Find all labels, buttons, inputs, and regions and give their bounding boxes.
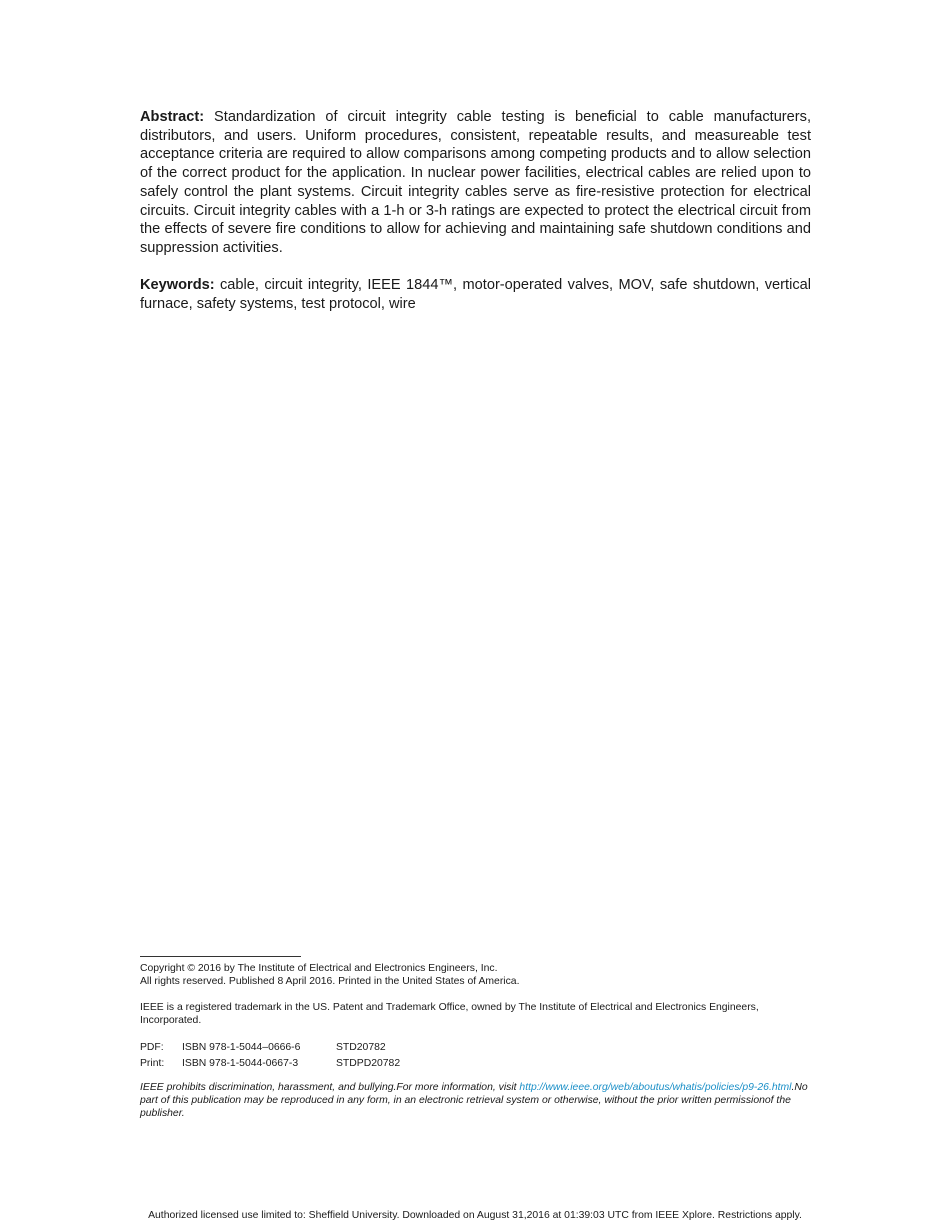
isbn-number: ISBN 978-1-5044–0666-6 (182, 1042, 301, 1054)
footnote-divider (140, 956, 301, 957)
isbn-table (140, 1040, 810, 1072)
isbn-format: Print: (140, 1058, 165, 1070)
copyright-line-1: Copyright © 2016 by The Institute of Electrical and Electronics Engineers, Inc. (140, 963, 498, 974)
policy-notice (140, 1081, 810, 1121)
isbn-format: PDF: (140, 1042, 164, 1054)
isbn-number: ISBN 978-1-5044-0667-3 (182, 1058, 299, 1070)
isbn-row-print (140, 1056, 810, 1072)
isbn-row-pdf (140, 1040, 810, 1056)
policy-link[interactable]: http://www.ieee.org/web/aboutus/whatis/policies/p9-26.html (519, 1082, 792, 1093)
keywords-paragraph (140, 276, 811, 313)
policy-notice-after: .No part of this publication may be reproduced in any form, in an electronic retrieval system or otherwise, without the prior written permissionof the publisher. (140, 1082, 808, 1120)
keywords-text: cable, circuit integrity, IEEE 1844™, motor-operated valves, MOV, safe shutdown, vertical furnace, safety systems, test protocol, wire (140, 277, 811, 312)
isbn-code: STD20782 (336, 1042, 386, 1054)
copyright-notice (140, 962, 810, 988)
abstract-text: Standardization of circuit integrity cable testing is beneficial to cable manufacturers, distributors, and users. Uniform procedures, consistent, repeatable results, and measureable test acceptance criteria are required to allow comparisons among competing products and to allow selection of the correct product for the application. In nuclear power facilities, electrical cables are relied upon to safely control the plant systems. Circuit integrity cables serve as fire-resistive protection for electrical circuits. Circuit integrity cables with a 1-h or 3-h ratings are expected to protect the electrical circuit from the effects of severe fire conditions to allow for achieving and maintaining safe shutdown conditions and suppression activities. (140, 109, 811, 256)
policy-notice-before: IEEE prohibits discrimination, harassment, and bullying.For more information, visit (140, 1082, 520, 1093)
isbn-code: STDPD20782 (336, 1058, 401, 1070)
abstract-paragraph (140, 108, 811, 258)
abstract-label: Abstract: (140, 109, 205, 125)
license-footer: Authorized licensed use limited to: Sheffield University. Downloaded on August 31,2016 at 01:39:03 UTC from IEEE Xplore. Restrictions apply. (148, 1210, 802, 1221)
trademark-notice: IEEE is a registered trademark in the US. Patent and Trademark Office, owned by The Institute of Electrical and Electronics Engineers, Incorporated. (140, 1002, 759, 1027)
keywords-label: Keywords: (140, 277, 215, 293)
copyright-line-2: All rights reserved. Published 8 April 2016. Printed in the United States of America. (140, 976, 520, 988)
